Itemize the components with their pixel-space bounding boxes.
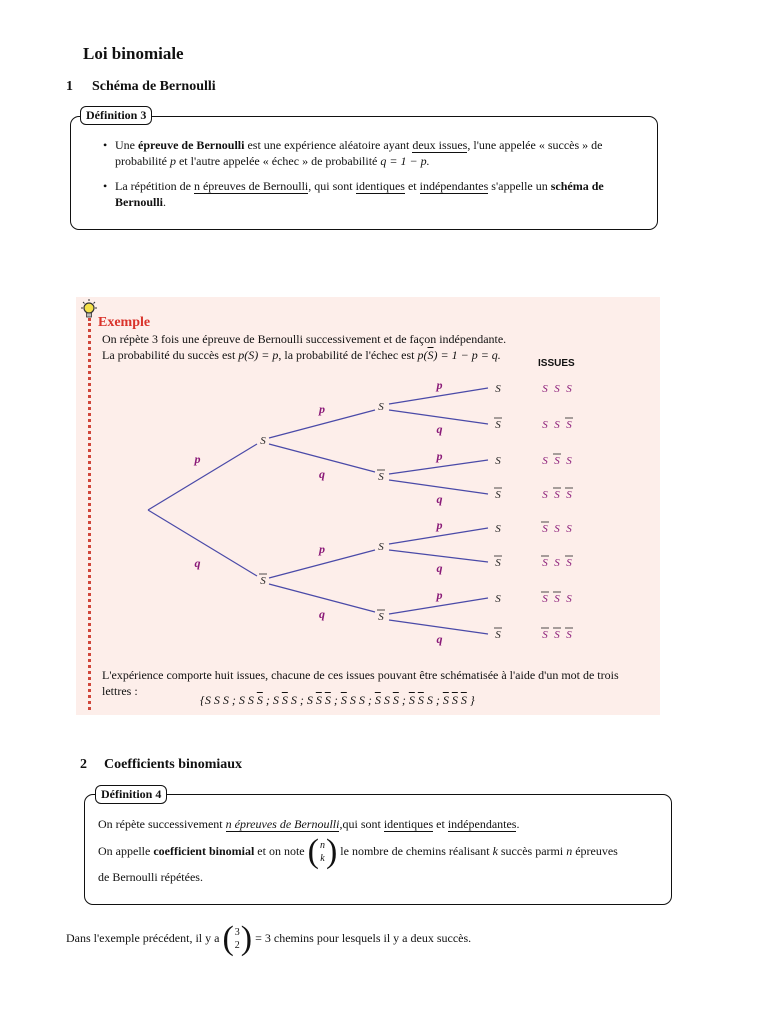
section-title: Schéma de Bernoulli xyxy=(92,79,216,94)
node-level-2: S xyxy=(378,401,384,413)
set-letter: S xyxy=(204,693,211,707)
node-level-2: S xyxy=(378,611,384,623)
branch-prob-label: q xyxy=(194,556,201,570)
issue-letter: S xyxy=(554,419,560,431)
branch-prob-label: q xyxy=(436,492,443,506)
issue-letter: S xyxy=(566,523,572,535)
section-number: 2 xyxy=(80,757,87,772)
node-level-1: S xyxy=(260,575,266,587)
branch-prob-label: p xyxy=(436,378,443,392)
leaf-node: S xyxy=(495,593,501,605)
branch-level-1 xyxy=(148,510,257,576)
set-letter: S xyxy=(247,693,254,707)
issues-set xyxy=(200,693,475,708)
issue-letter: S xyxy=(566,557,572,569)
set-letter: S xyxy=(358,693,365,707)
set-letter: S xyxy=(426,693,433,707)
set-letter: $\overline{S}$ xyxy=(408,693,415,707)
node-level-2: S xyxy=(378,541,384,553)
set-separator: ; xyxy=(231,693,239,707)
branch-prob-label: q xyxy=(436,632,443,646)
set-letter: $\overline{S}$ xyxy=(340,693,347,707)
set-brace-open: { xyxy=(200,693,205,707)
definition-3-bullet-2: • La répétition de n épreuves de Bernoulli, qui sont identiques et indépendantes s'appelle un schéma de Bernoulli. xyxy=(103,178,648,210)
issue-letter: S xyxy=(554,523,560,535)
set-letter: $\overline{S}$ xyxy=(374,693,381,707)
issue-letter: S xyxy=(542,523,548,535)
issue-letter: S xyxy=(542,629,548,641)
set-letter: $\overline{S}$ xyxy=(281,693,288,707)
branch-prob-label: p xyxy=(319,402,325,416)
issue-letter: S xyxy=(554,629,560,641)
leaf-node: S xyxy=(495,489,501,501)
page-title: Loi binomiale xyxy=(83,44,184,63)
branch-prob-label: q xyxy=(436,561,443,575)
set-letter: S xyxy=(222,693,229,707)
set-letter: S xyxy=(272,693,279,707)
branch-level-1 xyxy=(148,444,257,510)
example-conclusion: L'expérience comporte huit issues, chacune de ces issues pouvant être schématisée à l'aide d'un mot de trois lettres : xyxy=(102,668,619,698)
leaf-node: S xyxy=(495,419,501,431)
section-title: Coefficients binomiaux xyxy=(104,757,243,772)
issue-letter: S xyxy=(554,489,560,501)
binomial-3-2: ( 3 2 ) xyxy=(222,920,253,957)
set-letter: $\overline{S}$ xyxy=(442,693,449,707)
set-separator: ; xyxy=(401,693,409,707)
issue-letter: S xyxy=(542,593,548,605)
issue-letter: S xyxy=(554,383,560,395)
branch-prob-label: p xyxy=(436,449,443,463)
set-letter: $\overline{S}$ xyxy=(324,693,331,707)
branch-prob-label: p xyxy=(436,588,443,602)
leaf-node: S xyxy=(495,557,501,569)
set-letter: $\overline{S}$ xyxy=(460,693,467,707)
set-letter: S xyxy=(290,693,297,707)
example-title: Exemple xyxy=(98,315,151,330)
issue-letter: S xyxy=(542,455,548,467)
set-separator: ; xyxy=(299,693,307,707)
leaf-node: S xyxy=(495,383,501,395)
issue-letter: S xyxy=(566,383,572,395)
set-separator: ; xyxy=(265,693,273,707)
leaf-node: S xyxy=(495,455,501,467)
issue-letter: S xyxy=(566,593,572,605)
set-letter: $\overline{S}$ xyxy=(315,693,322,707)
set-separator: ; xyxy=(435,693,443,707)
issue-letter: S xyxy=(542,489,548,501)
issue-letter: S xyxy=(542,419,548,431)
definition-4-line-1: On répète successivement n épreuves de Bernoulli,qui sont identiques et indépendantes. xyxy=(98,817,520,831)
section-2-heading xyxy=(80,757,242,773)
branch-prob-label: p xyxy=(319,542,325,556)
set-letter: S xyxy=(383,693,390,707)
set-letter: S xyxy=(306,693,313,707)
issue-letter: S xyxy=(554,455,560,467)
definition-3-bullet-1: • Une épreuve de Bernoulli est une expérience aléatoire ayant deux issues, l'une appelée « succès » de probabilité p et l'autre appelée « échec » de probabilité q = 1 − p. xyxy=(103,137,648,169)
set-letter: $\overline{S}$ xyxy=(256,693,263,707)
issue-letter: S xyxy=(566,489,572,501)
example-line-1: On répète 3 fois une épreuve de Bernoulli successivement et de façon indépendante. xyxy=(102,332,507,346)
branch-prob-label: q xyxy=(319,607,325,621)
set-letter: $\overline{S}$ xyxy=(417,693,424,707)
node-level-1: S xyxy=(260,435,266,447)
leaf-node: S xyxy=(495,629,501,641)
node-level-2: S xyxy=(378,471,384,483)
definition-4-line-3: de Bernoulli répétées. xyxy=(98,870,203,884)
set-letter: S xyxy=(349,693,356,707)
issues-label: ISSUES xyxy=(538,358,575,369)
set-letter: S xyxy=(238,693,245,707)
definition-4-content xyxy=(98,816,663,886)
branch-prob-label: p xyxy=(436,518,443,532)
issue-letter: S xyxy=(554,557,560,569)
leaf-node: S xyxy=(495,523,501,535)
definition-4-tag: Définition 4 xyxy=(95,785,167,804)
definition-4-line-2: On appelle coefficient binomial et on note ( n k ) le nombre de chemins réalisant k succès parmi n épreuves xyxy=(98,833,618,870)
final-sentence: Dans l'exemple précédent, il y a ( 3 2 ) = 3 chemins pour lesquels il y a deux succès. xyxy=(66,920,472,957)
set-separator: ; xyxy=(333,693,341,707)
issue-letter: S xyxy=(554,593,560,605)
set-letter: $\overline{S}$ xyxy=(392,693,399,707)
set-letter: $\overline{S}$ xyxy=(451,693,458,707)
set-separator: ; xyxy=(367,693,375,707)
branch-prob-label: q xyxy=(319,467,325,481)
issue-letter: S xyxy=(566,629,572,641)
issue-letter: S xyxy=(542,383,548,395)
issue-letter: S xyxy=(566,455,572,467)
issue-letter: S xyxy=(566,419,572,431)
set-brace-close: } xyxy=(469,693,475,707)
branch-prob-label: q xyxy=(436,422,443,436)
set-letter: S xyxy=(213,693,220,707)
binomial-n-k: ( n k ) xyxy=(307,833,338,870)
branch-prob-label: p xyxy=(194,452,201,466)
definition-3-tag: Définition 3 xyxy=(80,106,152,125)
section-number: 1 xyxy=(66,79,73,94)
issue-letter: S xyxy=(542,557,548,569)
example-line-2: La probabilité du succès est p(S) = p, la probabilité de l'échec est $p(\overline{S}) = 1 - p = q$. xyxy=(102,348,501,362)
